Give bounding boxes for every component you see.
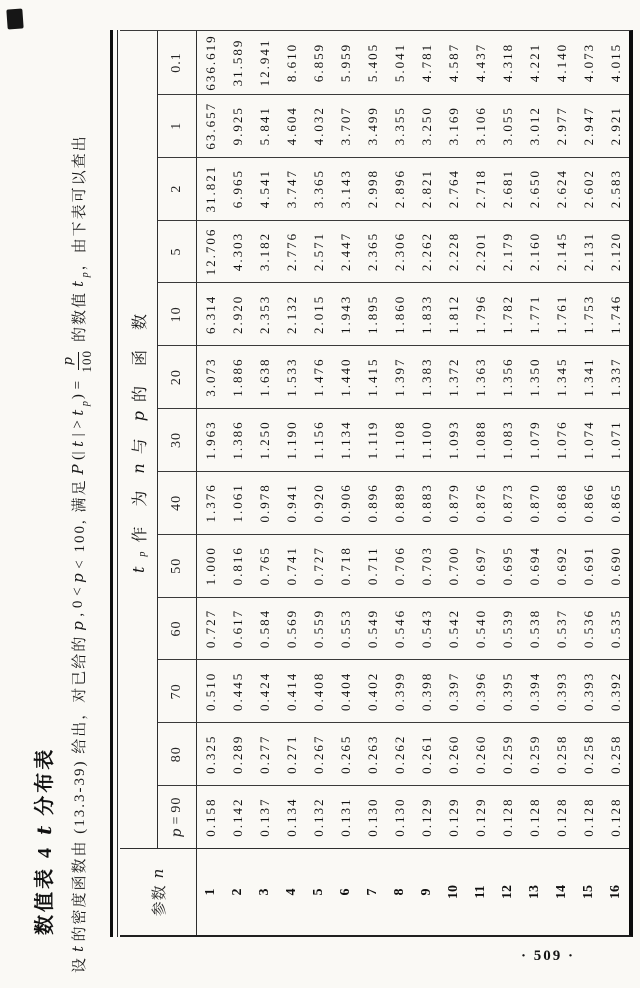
- value-cell: 0.408: [305, 659, 332, 722]
- value-cell: 9.925: [224, 94, 251, 157]
- value-cell: 0.718: [332, 534, 359, 597]
- value-cell: 2.306: [386, 220, 413, 283]
- value-cell: 4.015: [607, 42, 623, 83]
- n-cell: 11: [467, 848, 494, 935]
- intro-text: ，由下表可以查出: [71, 134, 88, 271]
- p-header-cell: 40: [158, 471, 197, 534]
- value-cell: 2.896: [386, 157, 413, 220]
- value-cell: 1.533: [278, 345, 305, 408]
- value-cell: 0.876: [467, 471, 494, 534]
- value-cell: 0.539: [494, 597, 521, 660]
- value-cell: 1.356: [494, 345, 521, 408]
- p-header-cell: 80: [158, 722, 197, 785]
- value-cell: 2.447: [332, 220, 359, 283]
- value-cell: 1.782: [494, 282, 521, 345]
- value-cell: 3.106: [467, 94, 494, 157]
- value-cell: 1.108: [386, 408, 413, 471]
- subscript-p: p: [137, 551, 148, 557]
- value-cell: 2.821: [413, 157, 440, 220]
- value-cell: 0.137: [251, 785, 278, 848]
- value-cell: 31.589: [229, 38, 245, 87]
- fraction-p-over-100: [62, 350, 95, 373]
- value-cell: 0.873: [494, 471, 521, 534]
- intro-text: ) =: [69, 380, 86, 400]
- value-cell: 4.781: [418, 42, 434, 83]
- value-cell: 0.889: [386, 471, 413, 534]
- value-cell: 0.267: [305, 722, 332, 785]
- value-cell: 0.711: [359, 534, 386, 597]
- value-cell: 0.128: [548, 785, 575, 848]
- intro-text: < 100, 满足: [71, 478, 88, 569]
- value-cell: 1.071: [602, 408, 629, 471]
- p-header-cell: p = 90: [158, 785, 197, 848]
- value-cell: 0.262: [386, 722, 413, 785]
- value-cell: 1.812: [440, 282, 467, 345]
- value-cell: 636.619: [202, 34, 218, 91]
- value-cell: 0.260: [467, 722, 494, 785]
- value-cell: 0.128: [575, 785, 602, 848]
- value-cell: 3.250: [413, 94, 440, 157]
- value-cell: 0.690: [602, 534, 629, 597]
- value-cell: 3.169: [440, 94, 467, 157]
- value-cell: 8.610: [283, 42, 299, 83]
- value-cell: 4.541: [251, 157, 278, 220]
- p-header-cell: 20: [158, 345, 197, 408]
- value-cell: 0.542: [440, 597, 467, 660]
- value-cell: 0.142: [224, 785, 251, 848]
- value-cell: 1.753: [575, 282, 602, 345]
- value-cell: 0.553: [332, 597, 359, 660]
- n-cell: 4: [278, 848, 305, 935]
- value-cell: 0.549: [359, 597, 386, 660]
- value-cell: 0.134: [278, 785, 305, 848]
- fraction-denominator: 100: [78, 349, 94, 373]
- value-cell: 0.879: [440, 471, 467, 534]
- n-cell: 13: [521, 848, 548, 935]
- value-cell: 2.365: [359, 220, 386, 283]
- value-cell: 4.140: [553, 42, 569, 83]
- value-cell: 0.920: [305, 471, 332, 534]
- value-cell: 2.583: [602, 157, 629, 220]
- value-cell: 3.365: [305, 157, 332, 220]
- value-cell: 0.537: [548, 597, 575, 660]
- value-cell: 1.190: [278, 408, 305, 471]
- title-variable-t: t: [32, 825, 56, 835]
- table-top-double-rule: [110, 30, 118, 937]
- value-cell: 2.681: [494, 157, 521, 220]
- value-cell: 0.703: [413, 534, 440, 597]
- value-cell: 5.841: [251, 94, 278, 157]
- value-cell: 0.260: [440, 722, 467, 785]
- span-header-text: 作 为: [132, 482, 149, 543]
- subscript-p: p: [80, 272, 91, 278]
- value-cell: 0.727: [197, 597, 224, 660]
- value-cell: 2.977: [548, 94, 575, 157]
- subscript-p: p: [80, 401, 91, 407]
- value-cell: 3.499: [359, 94, 386, 157]
- value-cell: 0.865: [602, 471, 629, 534]
- value-cell: 2.776: [278, 220, 305, 283]
- value-cell: 1.076: [548, 408, 575, 471]
- n-cell: 8: [386, 848, 413, 935]
- n-cell: 5: [305, 848, 332, 935]
- value-cell: 0.695: [494, 534, 521, 597]
- value-cell: 2.228: [440, 220, 467, 283]
- value-cell: 2.920: [224, 282, 251, 345]
- value-cell: 1.415: [359, 345, 386, 408]
- value-cell: 1.100: [413, 408, 440, 471]
- value-cell: 3.707: [332, 94, 359, 157]
- p-header-cell: 10: [158, 282, 197, 345]
- value-cell: 0.538: [521, 597, 548, 660]
- var-t: t: [69, 280, 87, 287]
- value-cell: 0.546: [386, 597, 413, 660]
- value-cell: 0.510: [197, 659, 224, 722]
- value-cell: 3.747: [278, 157, 305, 220]
- value-cell: 0.868: [548, 471, 575, 534]
- value-cell: 1.345: [548, 345, 575, 408]
- intro-text: , 0 <: [69, 586, 86, 617]
- value-cell: 0.866: [575, 471, 602, 534]
- value-cell: 1.156: [305, 408, 332, 471]
- value-cell: 0.132: [305, 785, 332, 848]
- n-cell: 14: [548, 848, 575, 935]
- value-cell: 4.303: [224, 220, 251, 283]
- value-cell: 0.697: [467, 534, 494, 597]
- value-cell: 1.093: [440, 408, 467, 471]
- value-cell: 0.261: [413, 722, 440, 785]
- corner-label: 参数: [151, 884, 168, 917]
- value-cell: 1.250: [251, 408, 278, 471]
- p-header-cell: 70: [158, 659, 197, 722]
- value-cell: 0.128: [602, 785, 629, 848]
- n-cell: 3: [251, 848, 278, 935]
- value-cell: 0.692: [548, 534, 575, 597]
- t-table-grid: [120, 30, 633, 937]
- value-cell: 0.870: [521, 471, 548, 534]
- value-cell: 4.437: [472, 42, 488, 83]
- value-cell: 0.129: [413, 785, 440, 848]
- value-cell: 1.397: [386, 345, 413, 408]
- value-cell: 0.396: [467, 659, 494, 722]
- value-cell: 0.402: [359, 659, 386, 722]
- value-cell: 12.941: [256, 38, 272, 87]
- value-cell: 0.816: [224, 534, 251, 597]
- value-cell: 3.012: [521, 94, 548, 157]
- var-t: t: [69, 409, 87, 416]
- intro-text: 的数值: [71, 290, 88, 342]
- title-part2: 分布表: [34, 746, 56, 816]
- t-distribution-table: [110, 30, 633, 937]
- value-cell: 1.386: [224, 408, 251, 471]
- var-p: p: [129, 411, 148, 422]
- value-cell: 0.258: [575, 722, 602, 785]
- value-cell: 2.624: [548, 157, 575, 220]
- value-cell: 3.355: [386, 94, 413, 157]
- value-cell: 5.959: [337, 42, 353, 83]
- value-cell: 0.325: [197, 722, 224, 785]
- value-cell: 0.569: [278, 597, 305, 660]
- value-cell: 4.318: [499, 42, 515, 83]
- value-cell: 2.132: [278, 282, 305, 345]
- var-t: t: [69, 440, 87, 447]
- intro-text: (|: [69, 450, 86, 460]
- value-cell: 1.796: [467, 282, 494, 345]
- value-cell: 0.543: [413, 597, 440, 660]
- value-cell: 0.414: [278, 659, 305, 722]
- p-header-cell: 0.1: [158, 31, 197, 94]
- value-cell: 0.536: [575, 597, 602, 660]
- value-cell: 0.130: [359, 785, 386, 848]
- value-cell: 2.921: [602, 94, 629, 157]
- span-header-text: 与: [132, 430, 149, 455]
- value-cell: 0.540: [467, 597, 494, 660]
- value-cell: 1.376: [197, 471, 224, 534]
- value-cell: 0.424: [251, 659, 278, 722]
- p-header-cell: 2: [158, 157, 197, 220]
- value-cell: 0.277: [251, 722, 278, 785]
- value-cell: 0.727: [305, 534, 332, 597]
- value-cell: 31.821: [197, 157, 224, 220]
- p-header-cell: 60: [158, 597, 197, 660]
- span-header-cell: [120, 31, 158, 848]
- value-cell: 3.055: [494, 94, 521, 157]
- n-cell: 6: [332, 848, 359, 935]
- value-cell: 2.947: [575, 94, 602, 157]
- value-cell: 1.860: [386, 282, 413, 345]
- var-p: p: [69, 572, 87, 583]
- value-cell: 1.350: [521, 345, 548, 408]
- value-cell: 1.476: [305, 345, 332, 408]
- value-cell: 1.079: [521, 408, 548, 471]
- value-cell: 1.088: [467, 408, 494, 471]
- value-cell: 0.259: [521, 722, 548, 785]
- value-cell: 0.978: [251, 471, 278, 534]
- value-cell: 4.032: [305, 94, 332, 157]
- value-cell: 2.650: [521, 157, 548, 220]
- value-cell: 1.337: [602, 345, 629, 408]
- intro-sentence: [56, 15, 100, 975]
- value-cell: 0.397: [440, 659, 467, 722]
- fraction-numerator: p: [62, 352, 79, 370]
- value-cell: 0.128: [521, 785, 548, 848]
- page-title: [28, 747, 57, 935]
- n-cell: 10: [440, 848, 467, 935]
- var-t: t: [129, 566, 148, 574]
- value-cell: 0.765: [251, 534, 278, 597]
- value-cell: 3.182: [251, 220, 278, 283]
- n-cell: 12: [494, 848, 521, 935]
- value-cell: 0.129: [467, 785, 494, 848]
- var-n: n: [129, 463, 148, 474]
- value-cell: 0.395: [494, 659, 521, 722]
- value-cell: 3.143: [332, 157, 359, 220]
- value-cell: 2.145: [548, 220, 575, 283]
- value-cell: 0.129: [440, 785, 467, 848]
- p-header-cell: 50: [158, 534, 197, 597]
- value-cell: 0.130: [386, 785, 413, 848]
- value-cell: 0.263: [359, 722, 386, 785]
- value-cell: 2.262: [413, 220, 440, 283]
- intro-text: 设: [71, 955, 88, 973]
- value-cell: 0.258: [548, 722, 575, 785]
- n-cell: 15: [575, 848, 602, 935]
- value-cell: 4.221: [526, 42, 542, 83]
- value-cell: 2.602: [575, 157, 602, 220]
- value-cell: 1.341: [575, 345, 602, 408]
- value-cell: 0.394: [521, 659, 548, 722]
- value-cell: 0.584: [251, 597, 278, 660]
- value-cell: 0.393: [548, 659, 575, 722]
- value-cell: 5.041: [391, 42, 407, 83]
- value-cell: 3.073: [197, 345, 224, 408]
- value-cell: 12.706: [197, 220, 224, 283]
- p-header-cell: 5: [158, 220, 197, 283]
- value-cell: 2.160: [521, 220, 548, 283]
- var-t: t: [69, 945, 87, 952]
- value-cell: 2.998: [359, 157, 386, 220]
- value-cell: 1.746: [602, 282, 629, 345]
- value-cell: 1.372: [440, 345, 467, 408]
- value-cell: 0.706: [386, 534, 413, 597]
- value-cell: 1.383: [413, 345, 440, 408]
- value-cell: 0.393: [575, 659, 602, 722]
- value-cell: 0.941: [278, 471, 305, 534]
- value-cell: 2.764: [440, 157, 467, 220]
- corner-variable-n: n: [149, 867, 167, 879]
- value-cell: 1.771: [521, 282, 548, 345]
- value-cell: 4.073: [580, 42, 596, 83]
- n-cell: 2: [224, 848, 251, 935]
- value-cell: 0.158: [197, 785, 224, 848]
- value-cell: 0.399: [386, 659, 413, 722]
- value-cell: 1.638: [251, 345, 278, 408]
- value-cell: 0.617: [224, 597, 251, 660]
- n-cell: 16: [602, 848, 629, 935]
- value-cell: 4.604: [278, 94, 305, 157]
- value-cell: 0.259: [494, 722, 521, 785]
- value-cell: 1.895: [359, 282, 386, 345]
- value-cell: 0.906: [332, 471, 359, 534]
- value-cell: 1.363: [467, 345, 494, 408]
- value-cell: 2.201: [467, 220, 494, 283]
- p-header-cell: 30: [158, 408, 197, 471]
- value-cell: 0.265: [332, 722, 359, 785]
- value-cell: 0.883: [413, 471, 440, 534]
- span-header-text: 的 函 数: [132, 305, 149, 402]
- value-cell: 1.074: [575, 408, 602, 471]
- value-cell: 0.128: [494, 785, 521, 848]
- value-cell: 0.258: [602, 722, 629, 785]
- page-number: · 509 ·: [520, 948, 575, 964]
- value-cell: 2.353: [251, 282, 278, 345]
- value-cell: 0.404: [332, 659, 359, 722]
- value-cell: 6.314: [197, 282, 224, 345]
- value-cell: 63.657: [197, 94, 224, 157]
- value-cell: 1.963: [197, 408, 224, 471]
- value-cell: 2.120: [602, 220, 629, 283]
- title-part1: 数值表 4: [34, 845, 56, 935]
- value-cell: 1.061: [224, 471, 251, 534]
- value-cell: 1.440: [332, 345, 359, 408]
- value-cell: 0.559: [305, 597, 332, 660]
- value-cell: 1.134: [332, 408, 359, 471]
- value-cell: 1.083: [494, 408, 521, 471]
- value-cell: 2.179: [494, 220, 521, 283]
- p-header-cell: 1: [158, 94, 197, 157]
- value-cell: 2.015: [305, 282, 332, 345]
- value-cell: 1.886: [224, 345, 251, 408]
- value-cell: 1.943: [332, 282, 359, 345]
- value-cell: 0.271: [278, 722, 305, 785]
- value-cell: 1.833: [413, 282, 440, 345]
- value-cell: 2.571: [305, 220, 332, 283]
- n-cell: 7: [359, 848, 386, 935]
- value-cell: 5.405: [364, 42, 380, 83]
- value-cell: 0.131: [332, 785, 359, 848]
- value-cell: 6.859: [310, 42, 326, 83]
- n-cell: 9: [413, 848, 440, 935]
- n-cell: 1: [197, 848, 224, 935]
- value-cell: 0.700: [440, 534, 467, 597]
- value-cell: 0.392: [602, 659, 629, 722]
- value-cell: 2.718: [467, 157, 494, 220]
- value-cell: 0.398: [413, 659, 440, 722]
- value-cell: 0.896: [359, 471, 386, 534]
- value-cell: 1.761: [548, 282, 575, 345]
- intro-text: 的密度函数由 (13.3-39) 给出，对已给的: [71, 634, 88, 942]
- value-cell: 1.000: [197, 534, 224, 597]
- var-p: p: [69, 620, 87, 631]
- value-cell: 0.694: [521, 534, 548, 597]
- intro-text: | >: [69, 419, 86, 437]
- value-cell: 4.587: [445, 42, 461, 83]
- corner-cell: [120, 848, 197, 935]
- value-cell: 0.289: [224, 722, 251, 785]
- value-cell: 0.445: [224, 659, 251, 722]
- value-cell: 0.741: [278, 534, 305, 597]
- value-cell: 2.131: [575, 220, 602, 283]
- value-cell: 0.691: [575, 534, 602, 597]
- value-cell: 1.119: [359, 408, 386, 471]
- value-cell: 0.535: [602, 597, 629, 660]
- value-cell: 6.965: [224, 157, 251, 220]
- var-P: P: [69, 463, 87, 475]
